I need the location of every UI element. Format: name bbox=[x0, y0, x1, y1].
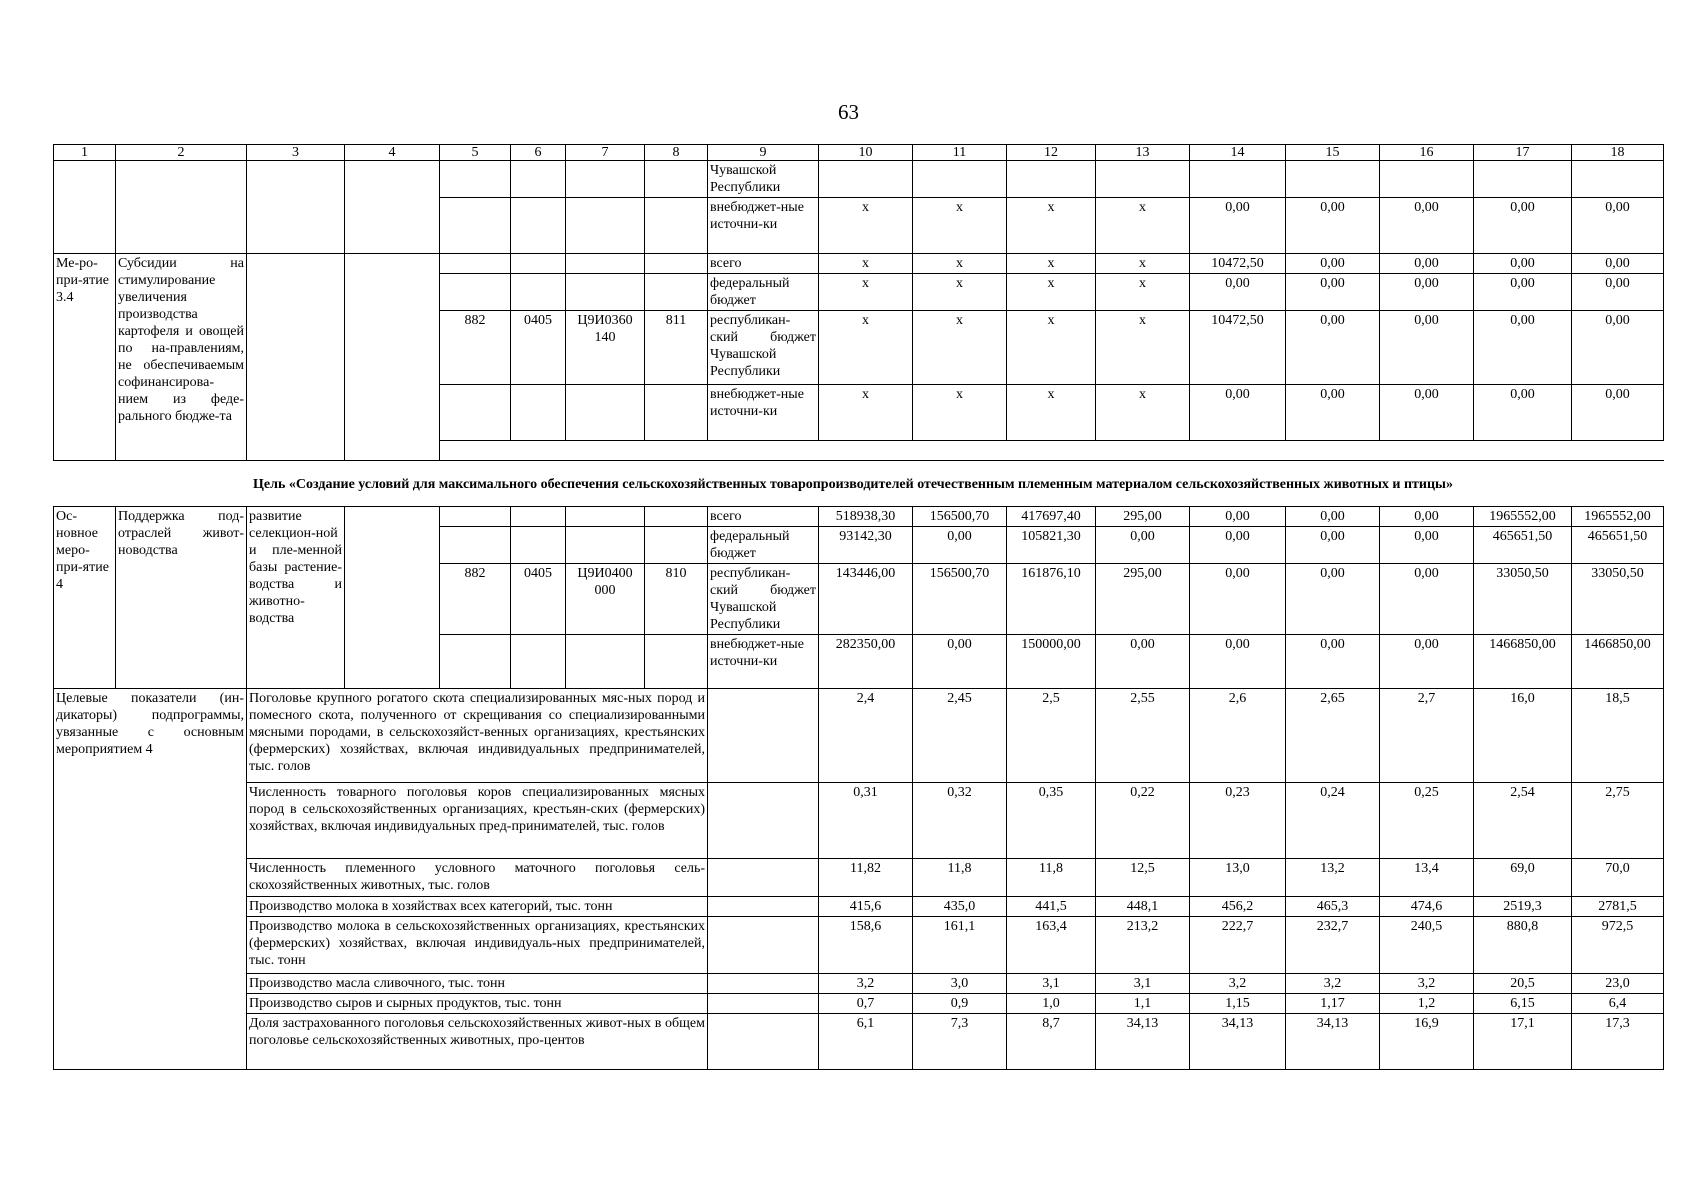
empty-cell bbox=[566, 385, 645, 441]
value-cell: 158,6 bbox=[819, 917, 913, 974]
value-cell: x bbox=[913, 385, 1007, 441]
value-cell: 0,00 bbox=[1190, 527, 1286, 564]
value-cell: 0,00 bbox=[1286, 311, 1380, 385]
funding-source: республикан-ский бюджет Чувашской Республики bbox=[708, 311, 819, 385]
empty-cell bbox=[645, 274, 708, 311]
value-cell: x bbox=[1096, 274, 1190, 311]
value-cell: x bbox=[1007, 274, 1096, 311]
value-cell: x bbox=[1096, 254, 1190, 274]
empty-cell bbox=[247, 254, 345, 461]
value-cell: 0,31 bbox=[819, 783, 913, 859]
funding-source: республикан-ский бюджет Чувашской Республики bbox=[708, 564, 819, 635]
empty-cell bbox=[345, 254, 440, 461]
value-cell: 441,5 bbox=[1007, 897, 1096, 917]
col-header: 5 bbox=[440, 145, 511, 161]
value-cell: 7,3 bbox=[913, 1014, 1007, 1070]
value-cell: 16,0 bbox=[1474, 689, 1572, 783]
table-row bbox=[54, 161, 1664, 198]
funding-table-bottom bbox=[53, 506, 1664, 1070]
value-cell: 2781,5 bbox=[1572, 897, 1664, 917]
value-cell: x bbox=[913, 198, 1007, 254]
indicator-name: Производство масла сливочного, тыс. тонн bbox=[247, 974, 708, 994]
column-number-row bbox=[54, 145, 1664, 161]
value-cell: 3,2 bbox=[1380, 974, 1474, 994]
value-cell: x bbox=[819, 311, 913, 385]
empty-cell bbox=[54, 161, 116, 254]
value-cell: x bbox=[1007, 254, 1096, 274]
indicator-row bbox=[54, 689, 1664, 783]
empty-cell bbox=[511, 161, 566, 198]
indicator-name: Доля застрахованного поголовья сельскохозяйственных живот-ных в общем поголовье сельскохозяйственных животных, про-центов bbox=[247, 1014, 708, 1070]
value-cell: 0,00 bbox=[1380, 385, 1474, 441]
value-cell: 17,1 bbox=[1474, 1014, 1572, 1070]
value-cell: 0,00 bbox=[1190, 385, 1286, 441]
value-cell: 0,00 bbox=[1380, 527, 1474, 564]
empty-cell bbox=[440, 507, 511, 527]
value-cell: 143446,00 bbox=[819, 564, 913, 635]
empty-cell bbox=[511, 527, 566, 564]
col-header: 8 bbox=[645, 145, 708, 161]
value-cell: 16,9 bbox=[1380, 1014, 1474, 1070]
value-cell: 0,00 bbox=[1572, 198, 1664, 254]
indicator-name: Производство молока в сельскохозяйственных организациях, крестьянских (фермерских) хозяйствах, включая индивидуаль-ных предпринимателей, тыс. тонн bbox=[247, 917, 708, 974]
value-cell: 0,00 bbox=[1190, 564, 1286, 635]
empty-cell bbox=[708, 1014, 819, 1070]
empty-cell bbox=[440, 385, 511, 441]
value-cell: 12,5 bbox=[1096, 859, 1190, 897]
value-cell: 0,00 bbox=[1474, 274, 1572, 311]
value-cell: 13,4 bbox=[1380, 859, 1474, 897]
value-cell: 150000,00 bbox=[1007, 635, 1096, 689]
value-cell: 13,2 bbox=[1286, 859, 1380, 897]
col-header: 17 bbox=[1474, 145, 1572, 161]
value-cell: 0,00 bbox=[1380, 507, 1474, 527]
value-cell: 0,00 bbox=[1190, 274, 1286, 311]
value-cell: 156500,70 bbox=[913, 507, 1007, 527]
value-cell: 0,00 bbox=[1380, 564, 1474, 635]
value-cell: x bbox=[1007, 311, 1096, 385]
value-cell: 222,7 bbox=[1190, 917, 1286, 974]
value-cell: 1,1 bbox=[1096, 994, 1190, 1014]
value-cell: 2,75 bbox=[1572, 783, 1664, 859]
value-cell: 11,8 bbox=[1007, 859, 1096, 897]
value-cell: x bbox=[913, 311, 1007, 385]
col-header: 16 bbox=[1380, 145, 1474, 161]
value-cell: 0,00 bbox=[1380, 311, 1474, 385]
empty-cell bbox=[819, 161, 913, 198]
table-row bbox=[54, 507, 1664, 527]
value-cell: x bbox=[913, 254, 1007, 274]
col-header: 4 bbox=[345, 145, 440, 161]
funding-source: внебюджет-ные источни-ки bbox=[708, 385, 819, 441]
value-cell: 10472,50 bbox=[1190, 311, 1286, 385]
goal-title: Цель «Создание условий для максимального обеспечения сельскохозяйственных товаропроизводителей отечественным племенным материалом сельскохозяйственных животных и птицы» bbox=[253, 477, 1453, 492]
value-cell: 0,32 bbox=[913, 783, 1007, 859]
value-cell: 3,2 bbox=[1190, 974, 1286, 994]
value-cell: 1,2 bbox=[1380, 994, 1474, 1014]
value-cell: 0,00 bbox=[913, 635, 1007, 689]
empty-cell bbox=[1286, 441, 1380, 461]
funding-source: всего bbox=[708, 254, 819, 274]
value-cell: 0,00 bbox=[1572, 385, 1664, 441]
empty-cell bbox=[511, 635, 566, 689]
indicator-row bbox=[54, 859, 1664, 897]
value-cell: x bbox=[819, 274, 913, 311]
value-cell: 972,5 bbox=[1572, 917, 1664, 974]
value-cell: x bbox=[913, 274, 1007, 311]
value-cell: 161,1 bbox=[913, 917, 1007, 974]
value-cell: 2,55 bbox=[1096, 689, 1190, 783]
empty-cell bbox=[645, 527, 708, 564]
value-cell: x bbox=[1096, 311, 1190, 385]
empty-cell bbox=[819, 441, 913, 461]
code-cell: 0405 bbox=[511, 311, 566, 385]
indicator-row bbox=[54, 994, 1664, 1014]
empty-cell bbox=[708, 974, 819, 994]
value-cell: 0,00 bbox=[1190, 635, 1286, 689]
value-cell: x bbox=[819, 385, 913, 441]
value-cell: 213,2 bbox=[1096, 917, 1190, 974]
value-cell: x bbox=[1096, 385, 1190, 441]
value-cell: 3,2 bbox=[819, 974, 913, 994]
value-cell: 465651,50 bbox=[1474, 527, 1572, 564]
value-cell: 70,0 bbox=[1572, 859, 1664, 897]
value-cell: 8,7 bbox=[1007, 1014, 1096, 1070]
value-cell: 2,54 bbox=[1474, 783, 1572, 859]
code-cell: 810 bbox=[645, 564, 708, 635]
indicator-row bbox=[54, 917, 1664, 974]
value-cell: 3,1 bbox=[1007, 974, 1096, 994]
value-cell: 0,35 bbox=[1007, 783, 1096, 859]
value-cell: 2,65 bbox=[1286, 689, 1380, 783]
event-label: Ме-ро-при-ятие 3.4 bbox=[54, 254, 116, 461]
funding-table-top bbox=[53, 144, 1664, 461]
empty-cell bbox=[511, 198, 566, 254]
col-header: 2 bbox=[116, 145, 247, 161]
value-cell: 1,0 bbox=[1007, 994, 1096, 1014]
empty-cell bbox=[247, 161, 345, 254]
empty-cell bbox=[511, 507, 566, 527]
value-cell: 880,8 bbox=[1474, 917, 1572, 974]
value-cell: 69,0 bbox=[1474, 859, 1572, 897]
value-cell: 0,25 bbox=[1380, 783, 1474, 859]
empty-cell bbox=[708, 441, 819, 461]
value-cell: 0,00 bbox=[1190, 507, 1286, 527]
value-cell: 3,1 bbox=[1096, 974, 1190, 994]
value-cell: 448,1 bbox=[1096, 897, 1190, 917]
value-cell: 0,00 bbox=[1286, 198, 1380, 254]
code-cell: Ц9И0400 000 bbox=[566, 564, 645, 635]
value-cell: 93142,30 bbox=[819, 527, 913, 564]
empty-cell bbox=[566, 198, 645, 254]
value-cell: 0,00 bbox=[1572, 274, 1664, 311]
value-cell: 156500,70 bbox=[913, 564, 1007, 635]
col-header: 7 bbox=[566, 145, 645, 161]
col-header: 9 bbox=[708, 145, 819, 161]
value-cell: 240,5 bbox=[1380, 917, 1474, 974]
value-cell: 33050,50 bbox=[1572, 564, 1664, 635]
empty-cell bbox=[645, 161, 708, 198]
col-header: 18 bbox=[1572, 145, 1664, 161]
code-cell: 0405 bbox=[511, 564, 566, 635]
value-cell: 0,00 bbox=[1474, 385, 1572, 441]
col-header: 10 bbox=[819, 145, 913, 161]
value-cell: 1,15 bbox=[1190, 994, 1286, 1014]
empty-cell bbox=[708, 994, 819, 1014]
value-cell: 34,13 bbox=[1096, 1014, 1190, 1070]
value-cell: 34,13 bbox=[1190, 1014, 1286, 1070]
funding-source: федеральный бюджет bbox=[708, 274, 819, 311]
value-cell: 518938,30 bbox=[819, 507, 913, 527]
value-cell: 0,00 bbox=[1474, 254, 1572, 274]
value-cell: 2,4 bbox=[819, 689, 913, 783]
code-cell: 882 bbox=[440, 564, 511, 635]
value-cell: 1,17 bbox=[1286, 994, 1380, 1014]
value-cell: 11,8 bbox=[913, 859, 1007, 897]
empty-cell bbox=[1096, 161, 1190, 198]
value-cell: 0,00 bbox=[1286, 527, 1380, 564]
value-cell: 0,00 bbox=[1286, 507, 1380, 527]
value-cell: 0,00 bbox=[1096, 635, 1190, 689]
code-cell: 882 bbox=[440, 311, 511, 385]
value-cell: 6,4 bbox=[1572, 994, 1664, 1014]
empty-cell bbox=[566, 507, 645, 527]
value-cell: 0,00 bbox=[1572, 311, 1664, 385]
indicator-row bbox=[54, 974, 1664, 994]
empty-cell bbox=[1572, 161, 1664, 198]
empty-cell bbox=[645, 507, 708, 527]
empty-cell bbox=[645, 385, 708, 441]
empty-cell bbox=[440, 527, 511, 564]
empty-cell bbox=[1190, 441, 1286, 461]
value-cell: 0,22 bbox=[1096, 783, 1190, 859]
indicator-name: Производство молока в хозяйствах всех категорий, тыс. тонн bbox=[247, 897, 708, 917]
value-cell: 0,00 bbox=[1286, 635, 1380, 689]
event-label: Ос-новное меро-при-ятие 4 bbox=[54, 507, 116, 689]
value-cell: 6,1 bbox=[819, 1014, 913, 1070]
empty-cell bbox=[566, 441, 645, 461]
indicator-row bbox=[54, 783, 1664, 859]
empty-cell bbox=[566, 527, 645, 564]
value-cell: 0,00 bbox=[1380, 254, 1474, 274]
value-cell: 1965552,00 bbox=[1572, 507, 1664, 527]
value-cell: x bbox=[1007, 198, 1096, 254]
value-cell: 20,5 bbox=[1474, 974, 1572, 994]
col-header: 14 bbox=[1190, 145, 1286, 161]
indicators-label: Целевые показатели (ин-дикаторы) подпрограммы, увязанные с основным мероприятием 4 bbox=[54, 689, 247, 1070]
empty-cell bbox=[440, 274, 511, 311]
value-cell: 0,00 bbox=[1190, 198, 1286, 254]
indicator-name: Численность товарного поголовья коров специализированных мясных пород в сельскохозяйственных организациях, крестьян-ских (фермерских) хозяйствах, включая индивидуальных пред-принимателей, тыс. голов bbox=[247, 783, 708, 859]
value-cell: 23,0 bbox=[1572, 974, 1664, 994]
empty-cell bbox=[511, 385, 566, 441]
col-header: 11 bbox=[913, 145, 1007, 161]
value-cell: 282350,00 bbox=[819, 635, 913, 689]
value-cell: 0,00 bbox=[1286, 564, 1380, 635]
value-cell: 0,00 bbox=[1572, 254, 1664, 274]
col-header: 13 bbox=[1096, 145, 1190, 161]
col-header: 12 bbox=[1007, 145, 1096, 161]
value-cell: 163,4 bbox=[1007, 917, 1096, 974]
value-cell: 10472,50 bbox=[1190, 254, 1286, 274]
indicator-name: Поголовье крупного рогатого скота специализированных мяс-ных пород и помесного скота, полученного от скрещивания со специализированными мясными породами, в сельскохозяйст-венных организациях, крестьянских (фермерских) хозяйствах, включая индивидуальных предпринимателей, тыс. голов bbox=[247, 689, 708, 783]
empty-cell bbox=[645, 441, 708, 461]
empty-cell bbox=[1572, 441, 1664, 461]
value-cell: 435,0 bbox=[913, 897, 1007, 917]
empty-cell bbox=[913, 441, 1007, 461]
empty-cell bbox=[1474, 161, 1572, 198]
empty-cell bbox=[511, 254, 566, 274]
empty-cell bbox=[645, 635, 708, 689]
value-cell: 2,45 bbox=[913, 689, 1007, 783]
page-number: 63 bbox=[838, 100, 859, 124]
value-cell: 2,5 bbox=[1007, 689, 1096, 783]
value-cell: 415,6 bbox=[819, 897, 913, 917]
empty-cell bbox=[1007, 161, 1096, 198]
value-cell: 3,2 bbox=[1286, 974, 1380, 994]
empty-cell bbox=[1190, 161, 1286, 198]
indicator-row bbox=[54, 1014, 1664, 1070]
empty-cell bbox=[913, 161, 1007, 198]
value-cell: x bbox=[1007, 385, 1096, 441]
empty-cell bbox=[440, 254, 511, 274]
value-cell: 1466850,00 bbox=[1474, 635, 1572, 689]
empty-cell bbox=[1096, 441, 1190, 461]
empty-cell bbox=[566, 635, 645, 689]
empty-cell bbox=[566, 274, 645, 311]
funding-source: внебюджет-ные источни-ки bbox=[708, 198, 819, 254]
value-cell: 6,15 bbox=[1474, 994, 1572, 1014]
value-cell: 295,00 bbox=[1096, 564, 1190, 635]
col-header: 3 bbox=[247, 145, 345, 161]
empty-cell bbox=[116, 161, 247, 254]
value-cell: 34,13 bbox=[1286, 1014, 1380, 1070]
value-cell: 18,5 bbox=[1572, 689, 1664, 783]
value-cell: 0,00 bbox=[913, 527, 1007, 564]
value-cell: 17,3 bbox=[1572, 1014, 1664, 1070]
value-cell: x bbox=[819, 254, 913, 274]
empty-cell bbox=[708, 917, 819, 974]
empty-cell bbox=[511, 441, 566, 461]
value-cell: 0,24 bbox=[1286, 783, 1380, 859]
value-cell: 0,7 bbox=[819, 994, 913, 1014]
value-cell: x bbox=[819, 198, 913, 254]
value-cell: 13,0 bbox=[1190, 859, 1286, 897]
budget-sheet bbox=[53, 144, 1653, 1070]
indicator-name: Производство сыров и сырных продуктов, тыс. тонн bbox=[247, 994, 708, 1014]
funding-source: внебюджет-ные источни-ки bbox=[708, 635, 819, 689]
value-cell: 417697,40 bbox=[1007, 507, 1096, 527]
event-goal: развитие селекцион-ной и пле-менной базы растение-водства и животно-водства bbox=[247, 507, 345, 689]
value-cell: 0,9 bbox=[913, 994, 1007, 1014]
col-header: 15 bbox=[1286, 145, 1380, 161]
value-cell: 105821,30 bbox=[1007, 527, 1096, 564]
value-cell: 0,00 bbox=[1380, 635, 1474, 689]
empty-cell bbox=[708, 859, 819, 897]
empty-cell bbox=[345, 161, 440, 254]
empty-cell bbox=[708, 783, 819, 859]
code-cell: 811 bbox=[645, 311, 708, 385]
funding-source: всего bbox=[708, 507, 819, 527]
empty-cell bbox=[440, 198, 511, 254]
code-cell: Ц9И0360 140 bbox=[566, 311, 645, 385]
funding-source: Чувашской Республики bbox=[708, 161, 819, 198]
value-cell: 0,23 bbox=[1190, 783, 1286, 859]
empty-cell bbox=[440, 635, 511, 689]
value-cell: 1466850,00 bbox=[1572, 635, 1664, 689]
value-cell: 2,7 bbox=[1380, 689, 1474, 783]
funding-source: федеральный бюджет bbox=[708, 527, 819, 564]
table-row bbox=[54, 254, 1664, 274]
value-cell: 2519,3 bbox=[1474, 897, 1572, 917]
event-name: Субсидии на стимулирование увеличения производства картофеля и овощей по на-правлениям, не обеспечиваемым софинансирова-нием из феде-рального бюдже-та bbox=[116, 254, 247, 461]
event-name: Поддержка под-отраслей живот-новодства bbox=[116, 507, 247, 689]
value-cell: 0,00 bbox=[1380, 274, 1474, 311]
value-cell: 3,0 bbox=[913, 974, 1007, 994]
value-cell: 474,6 bbox=[1380, 897, 1474, 917]
value-cell: 0,00 bbox=[1474, 311, 1572, 385]
empty-cell bbox=[566, 254, 645, 274]
empty-cell bbox=[1474, 441, 1572, 461]
value-cell: 0,00 bbox=[1380, 198, 1474, 254]
value-cell: 2,6 bbox=[1190, 689, 1286, 783]
indicator-row bbox=[54, 897, 1664, 917]
value-cell: 456,2 bbox=[1190, 897, 1286, 917]
value-cell: 0,00 bbox=[1474, 198, 1572, 254]
indicator-name: Численность племенного условного маточного поголовья сель-скохозяйственных животных, тыс. голов bbox=[247, 859, 708, 897]
value-cell: 161876,10 bbox=[1007, 564, 1096, 635]
empty-cell bbox=[440, 441, 511, 461]
empty-cell bbox=[1286, 161, 1380, 198]
value-cell: 465651,50 bbox=[1572, 527, 1664, 564]
value-cell: 232,7 bbox=[1286, 917, 1380, 974]
value-cell: 11,82 bbox=[819, 859, 913, 897]
empty-cell bbox=[708, 897, 819, 917]
value-cell: 0,00 bbox=[1286, 385, 1380, 441]
empty-cell bbox=[1380, 441, 1474, 461]
col-header: 1 bbox=[54, 145, 116, 161]
empty-cell bbox=[645, 254, 708, 274]
value-cell: 0,00 bbox=[1286, 274, 1380, 311]
empty-cell bbox=[440, 161, 511, 198]
value-cell: 0,00 bbox=[1096, 527, 1190, 564]
empty-cell bbox=[1007, 441, 1096, 461]
value-cell: 1965552,00 bbox=[1474, 507, 1572, 527]
empty-cell bbox=[645, 198, 708, 254]
value-cell: x bbox=[1096, 198, 1190, 254]
empty-cell bbox=[708, 689, 819, 783]
value-cell: 295,00 bbox=[1096, 507, 1190, 527]
empty-cell bbox=[1380, 161, 1474, 198]
empty-cell bbox=[345, 507, 440, 689]
empty-cell bbox=[566, 161, 645, 198]
empty-cell bbox=[511, 274, 566, 311]
value-cell: 465,3 bbox=[1286, 897, 1380, 917]
value-cell: 33050,50 bbox=[1474, 564, 1572, 635]
col-header: 6 bbox=[511, 145, 566, 161]
value-cell: 0,00 bbox=[1286, 254, 1380, 274]
